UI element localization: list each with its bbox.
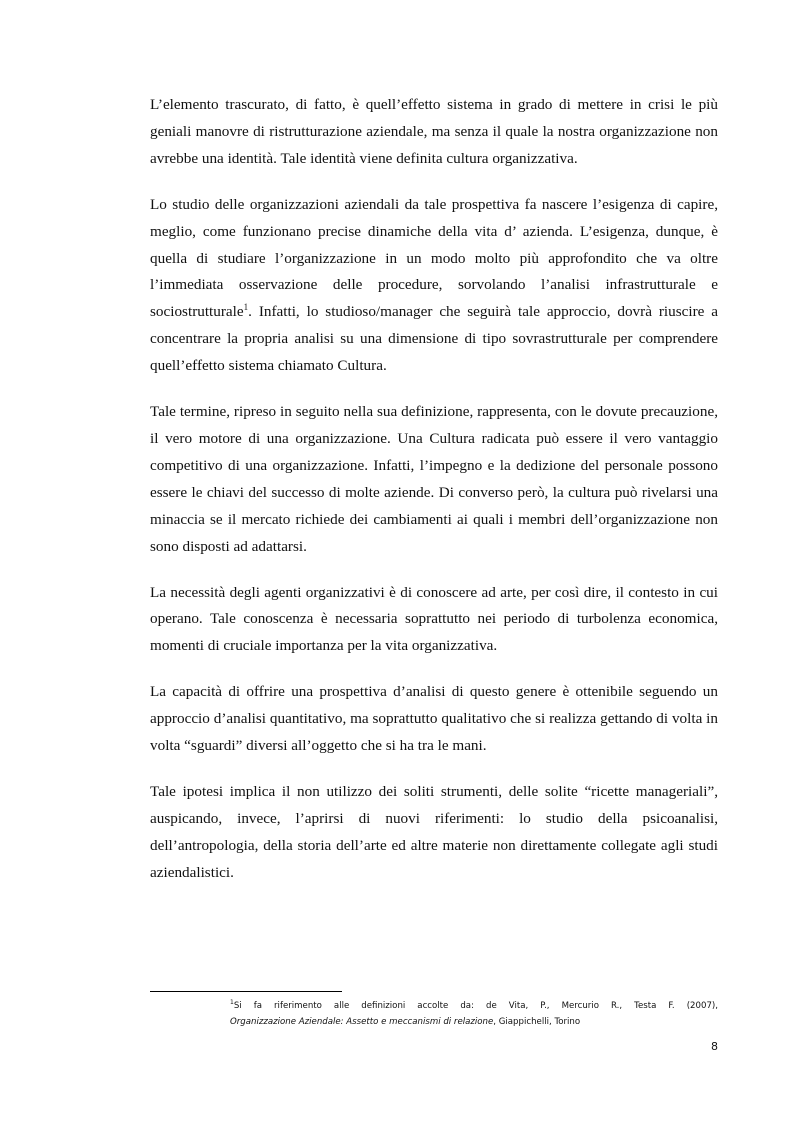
paragraph-6: Tale ipotesi implica il non utilizzo dei soliti strumenti, delle solite “ricette manageriali”, auspicando, invece, l’aprirsi di nuovi riferimenti: lo studio della psicoanalisi, dell’antropologia, della storia dell’arte ed altre materie non direttamente collegate agli studi aziendalistici. — [150, 782, 718, 881]
footnote-line-2 — [150, 1014, 718, 1030]
footnote — [150, 998, 718, 1030]
paragraph-2-text-a: Lo studio delle organizzazioni aziendali da tale prospettiva fa nascere l’esigenza di capire, meglio, come funzionano precise dinamiche della vita d’ azienda. L’esigenza, dunque, è quella di studiare l’organizzazione in un modo molto più approfondito che va oltre l’immediata osservazione delle procedure, sorvolando l’analisi infrastrutturale e sociostrutturale — [150, 195, 718, 321]
footnote-number: 1 — [230, 999, 234, 1007]
footnote-book-title: Organizzazione Aziendale: Assetto e meccanismi di relazione — [230, 1017, 494, 1027]
paragraph-1: L’elemento trascurato, di fatto, è quell’effetto sistema in grado di mettere in crisi le più geniali manovre di ristrutturazione aziendale, ma senza il quale la nostra organizzazione non avrebbe una identità. Tale identità viene definita cultura organizzativa. — [150, 96, 718, 167]
paragraph-2 — [150, 192, 718, 380]
footnote-publisher: , Giappichelli, Torino — [493, 1017, 581, 1027]
paragraph-5: La capacità di offrire una prospettiva d’analisi di questo genere è ottenibile seguendo un approccio d’analisi quantitativo, ma soprattutto qualitativo che si realizza gettando di volta in volta “sguardi” diversi all’oggetto che si ha tra le mani. — [150, 683, 718, 755]
footnote-line-1 — [150, 998, 718, 1014]
footnote-separator — [150, 991, 342, 992]
footnote-reference: 1 — [243, 302, 249, 313]
footnote-text: Si fa riferimento alle definizioni accolte da: de Vita, P., Mercurio R., Testa F. (2007), — [233, 1001, 718, 1011]
paragraph-3: Tale termine, ripreso in seguito nella sua definizione, rappresenta, con le dovute precauzione, il vero motore di una organizzazione. Una Cultura radicata può essere il vero vantaggio competitivo di una organizzazione. Infatti, l’impegno e la dedizione del personale possono essere le chiavi del successo di molte aziende. Di converso però, la cultura può rivelarsi una minaccia se il mercato richiede dei cambiamenti ai quali i membri dell’organizzazione non sono disposti ad adattarsi. — [150, 403, 718, 555]
body-text — [150, 92, 718, 906]
paragraph-2-text-b: . Infatti, lo studioso/manager che seguirà tale approccio, dovrà riuscire a concentrare la propria analisi su una dimensione di tipo sovrastrutturale per comprendere quell’effetto sistema chiamato Cultura. — [150, 303, 718, 375]
paragraph-4: La necessità degli agenti organizzativi è di conoscere ad arte, per così dire, il contesto in cui operano. Tale conoscenza è necessaria soprattutto nei periodo di turbolenza economica, momenti di cruciale importanza per la vita organizzativa. — [150, 583, 718, 655]
page-number: 8 — [711, 1040, 718, 1053]
